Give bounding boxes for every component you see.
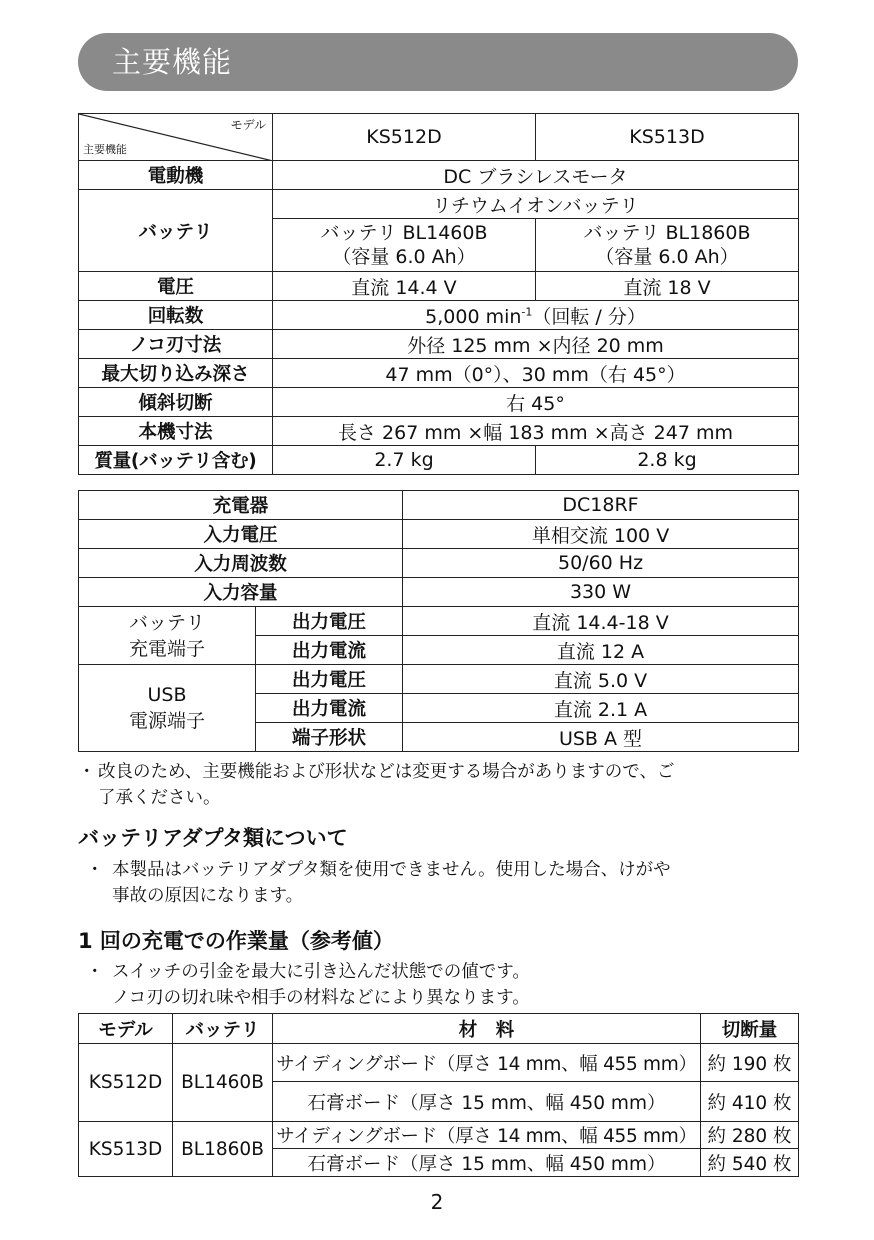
bevel-label: 傾斜切断 [79, 388, 273, 417]
charger-label: 充電器 [79, 491, 403, 520]
battery-label: バッテリ [79, 190, 273, 272]
work-line2: ノコ刃の切れ味や相手の材料などにより異なります。 [112, 988, 530, 1008]
work-amount: 約 280 枚 [701, 1122, 799, 1149]
input-capacity-label: 入力容量 [79, 578, 403, 607]
spec-table [78, 113, 799, 475]
work-line1: スイッチの引金を最大に引き込んだ状態での値です。 [112, 962, 530, 982]
section-title: 主要機能 [112, 45, 233, 79]
input-voltage-value: 単相交流 100 V [403, 520, 799, 549]
work-material: 石膏ボード（厚さ 15 mm、幅 450 mm） [273, 1082, 701, 1122]
battery-type: リチウムイオンバッテリ [273, 190, 799, 219]
weight-ks512d: 2.7 kg [273, 446, 536, 475]
usb-terminal-label [79, 665, 256, 752]
note-line2: 了承ください。 [98, 788, 221, 808]
rpm-exponent: -1 [521, 305, 533, 319]
weight-label: 質量(バッテリ含む) [79, 446, 273, 475]
usb-out-voltage-label: 出力電圧 [256, 665, 403, 694]
battery-ks513d-model: バッテリ BL1860B [583, 222, 751, 244]
usb-out-current-label: 出力電流 [256, 694, 403, 723]
work-header-amount: 切断量 [701, 1014, 799, 1044]
rpm-number: 5,000 min [425, 305, 522, 328]
voltage-ks513d: 直流 18 V [536, 272, 799, 301]
work-row-model: KS512D [79, 1044, 173, 1122]
battery-ks512d-capacity: （容量 6.0 Ah） [332, 246, 476, 268]
dimensions-value: 長さ 267 mm ×幅 183 mm ×高さ 247 mm [273, 417, 799, 446]
bt-out-current-label: 出力電流 [256, 636, 403, 665]
model-header-ks513d: KS513D [536, 114, 799, 161]
work-material: サイディングボード（厚さ 14 mm、幅 455 mm） [273, 1044, 701, 1082]
usb-terminal-line2: 電源端子 [128, 710, 205, 732]
voltage-ks512d: 直流 14.4 V [273, 272, 536, 301]
battery-ks512d [273, 219, 536, 272]
bt-out-voltage: 直流 14.4-18 V [403, 607, 799, 636]
work-amount: 約 190 枚 [701, 1044, 799, 1082]
work-row-model: KS513D [79, 1122, 173, 1177]
work-note [86, 959, 806, 1011]
note-bullet: ・ [78, 762, 96, 782]
adapter-heading: バッテリアダプタ類について [78, 826, 348, 850]
work-material: サイディングボード（厚さ 14 mm、幅 455 mm） [273, 1122, 701, 1149]
battery-ks512d-model: バッテリ BL1460B [320, 222, 488, 244]
adapter-line1: 本製品はバッテリアダプタ類を使用できません。使用した場合、けがや [112, 860, 671, 880]
charger-value: DC18RF [403, 491, 799, 520]
battery-terminal-line2: 充電端子 [128, 637, 205, 660]
improvement-note [78, 759, 808, 811]
depth-label: 最大切り込み深さ [79, 359, 273, 388]
blade-value: 外径 125 mm ×内径 20 mm [273, 330, 799, 359]
usb-shape: USB A 型 [403, 723, 799, 752]
work-header-material: 材 料 [273, 1014, 701, 1044]
work-material: 石膏ボード（厚さ 15 mm、幅 450 mm） [273, 1149, 701, 1177]
rpm-label: 回転数 [79, 301, 273, 330]
rpm-unit: （回転 / 分） [532, 305, 646, 328]
spec-corner-cell [79, 114, 273, 161]
work-row-battery: BL1460B [173, 1044, 273, 1122]
motor-value: DC ブラシレスモータ [273, 161, 799, 190]
dimensions-label: 本機寸法 [79, 417, 273, 446]
bevel-value: 右 45° [273, 388, 799, 417]
motor-label: 電動機 [79, 161, 273, 190]
bt-out-current: 直流 12 A [403, 636, 799, 665]
work-header-model: モデル [79, 1014, 173, 1044]
adapter-bullet: ・ [86, 860, 104, 880]
usb-out-voltage: 直流 5.0 V [403, 665, 799, 694]
usb-shape-label: 端子形状 [256, 723, 403, 752]
weight-ks513d: 2.8 kg [536, 446, 799, 475]
usb-out-current: 直流 2.1 A [403, 694, 799, 723]
work-header-battery: バッテリ [173, 1014, 273, 1044]
bt-out-voltage-label: 出力電圧 [256, 607, 403, 636]
charger-table [78, 490, 799, 752]
rpm-value [273, 301, 799, 330]
work-row-battery: BL1860B [173, 1122, 273, 1177]
model-header-ks512d: KS512D [273, 114, 536, 161]
corner-model-label: モデル [230, 118, 266, 132]
adapter-line2: 事故の原因になります。 [112, 886, 304, 906]
usb-terminal-line1: USB [147, 684, 187, 706]
note-line1: 改良のため、主要機能および形状などは変更する場合がありますので、ご [98, 762, 675, 782]
work-heading: 1 回の充電での作業量（参考値） [78, 929, 394, 953]
input-voltage-label: 入力電圧 [79, 520, 403, 549]
battery-terminal-label [79, 607, 256, 665]
voltage-label: 電圧 [79, 272, 273, 301]
adapter-note [86, 857, 806, 909]
input-freq-value: 50/60 Hz [403, 549, 799, 578]
work-amount: 約 540 枚 [701, 1149, 799, 1177]
blade-label: ノコ刃寸法 [79, 330, 273, 359]
battery-ks513d [536, 219, 799, 272]
depth-value: 47 mm（0°）、30 mm（右 45°） [273, 359, 799, 388]
input-freq-label: 入力周波数 [79, 549, 403, 578]
battery-terminal-line1: バッテリ [128, 611, 205, 634]
corner-feature-label: 主要機能 [83, 143, 127, 156]
battery-ks513d-capacity: （容量 6.0 Ah） [595, 246, 739, 268]
input-capacity-value: 330 W [403, 578, 799, 607]
work-amount: 約 410 枚 [701, 1082, 799, 1122]
section-header [78, 33, 798, 91]
page-number: 2 [430, 1190, 444, 1214]
work-table [78, 1013, 799, 1177]
work-bullet: ・ [86, 962, 104, 982]
